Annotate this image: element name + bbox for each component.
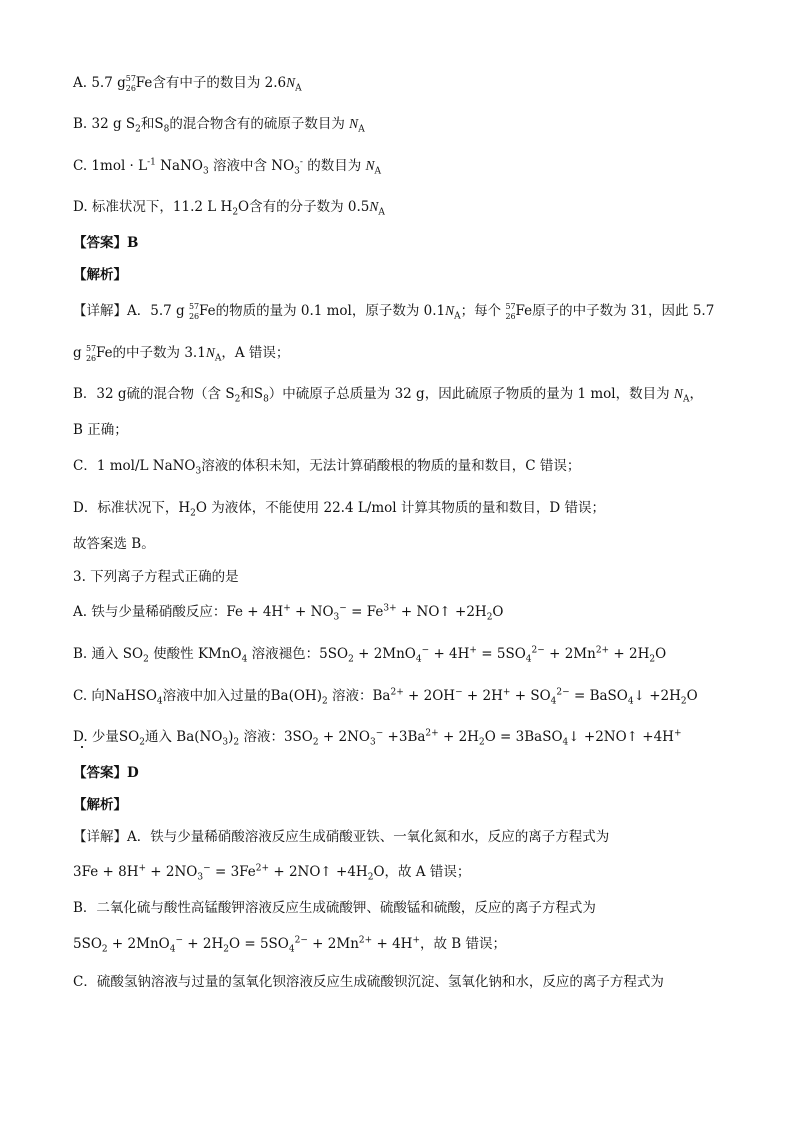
option-b: B. 32 g $S_2$和$S_8$的混合物含有的硫原子数目为 $N_A$ [73,116,365,135]
detail-line: g 57 26 Fe的中子数为 $3.1N_A$，A 错误； [73,343,290,364]
detail-line: 故答案选 B。 [73,536,155,552]
answer-label: 【答案】B [73,235,139,251]
detail-line: B．32 g硫的混合物（含 $S_2$和$S_8$）中硫原子总质量为 32 g，因此硫原子物质的量为 1 mol，数目为 $N_A$， [73,386,703,405]
detail-line: C．1 mol/L NaNO$_3$溶液的体积未知，无法计算硝酸根的物质的量和数目，C 错误； [73,458,581,477]
answer-label: 【答案】D [73,765,139,781]
detail-line: 【详解】A．5.7 g 57 26 Fe的物质的量为 0.1 mol，原子数为 $0.1N_A$；每个 57 26 Fe原子的中子数为 31，因此 5.7 [73,301,715,322]
equation-line: $5SO_2 + 2MnO_4^- + 2H_2O = 5SO_4^{2-} + 2Mn^{2+} + 4H^+$，故 B 错误； [73,935,507,955]
question-stem: 3. 下列离子方程式正确的是 [73,569,239,585]
option-a: A. 铁与少量稀硝酸反应：$Fe + 4H^+ + NO_3^- = Fe^{3+}$ + NO↑ $+2H_2O$ [73,603,504,623]
detail-line: B 正确； [73,422,128,438]
equation-line: $3Fe + 8H^+ + 2NO_3^- = 3Fe^{2+}$ + 2NO↑ $+4H_2O$，故 A 错误； [73,863,471,883]
option-b: B. 通入 $SO_2$ 使酸性 KMnO$_4$ 溶液褪色：$5SO_2 + 2MnO_4^- + 4H^+ = 5SO_4^{2-} + 2Mn^{2+} + 2H_2O$ [73,645,667,665]
stray-dot [81,746,83,748]
option-d: D. 标准状况下，11.2 L $H_2O$含有的分子数为 $0.5N_A$ [73,199,385,218]
detail-line: 【详解】A．铁与少量稀硝酸溶液反应生成硝酸亚铁、一氧化氮和水，反应的离子方程式为 [73,829,610,845]
analysis-label: 【解析】 [73,267,127,283]
option-a: A. 5.7 g 57 26 Fe含有中子的数目为 $2.6N_A$ [73,73,302,94]
analysis-label: 【解析】 [73,797,127,813]
detail-line: B．二氧化硫与酸性高锰酸钾溶液反应生成硫酸钾、硫酸锰和硫酸，反应的离子方程式为 [73,900,596,916]
option-d: D. 少量$SO_2$通入 $Ba(NO_3)_2$ 溶液：$3SO_2 + 2NO_3^- +3Ba^{2+} + 2H_2O$ = 3BaSO$_4$↓ +2NO↑ +4H+ [73,728,682,748]
detail-line: C．硫酸氢钠溶液与过量的氢氧化钡溶液反应生成硫酸钡沉淀、氢氧化钠和水，反应的离子方程式为 [73,974,664,990]
detail-line: D．标准状况下，$H_2O$ 为液体，不能使用 22.4 L/mol 计算其物质的量和数目，D 错误； [73,500,606,519]
option-c: C. 向NaHSO$_4$溶液中加入过量的$Ba(OH)_2$ 溶液：$Ba^{2+} + 2OH^- + 2H^+ + SO_4^{2-}$ = BaSO$_4$↓ $+2H_2O$ [73,687,698,707]
option-c: C. $1mol \cdot L^{-1}$ NaNO$_3$ 溶液中含 $NO_3^-$ 的数目为 $N_A$ [73,157,382,177]
